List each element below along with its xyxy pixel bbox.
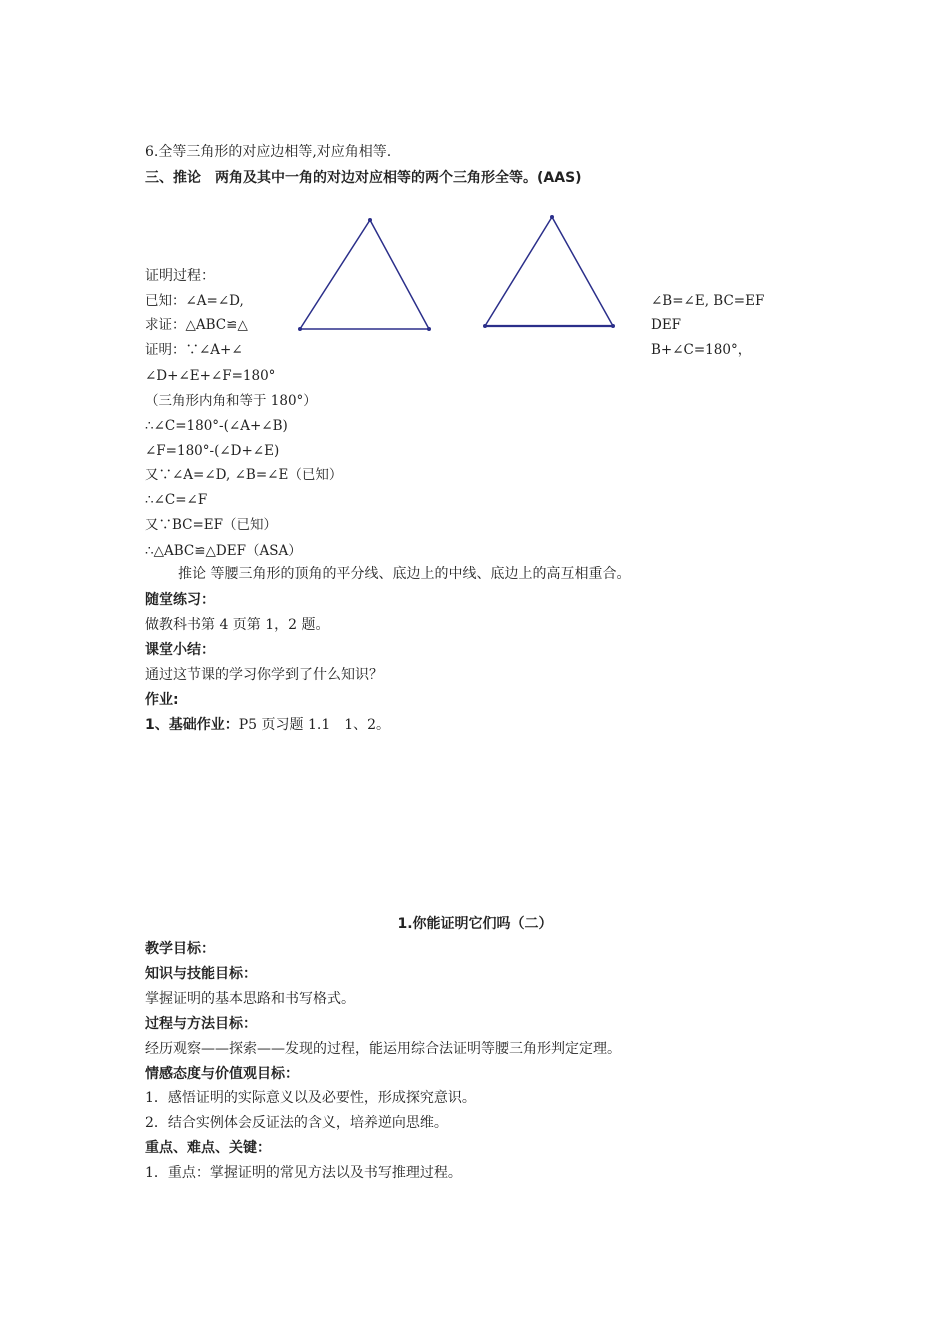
given-left: 已知：∠A=∠D, (145, 293, 244, 309)
attitude-goals-title: 情感态度与价值观目标： (145, 1066, 299, 1082)
knowledge-goals-title: 知识与技能目标： (145, 966, 257, 982)
proof-step-6: ∴∠C=∠F (145, 492, 208, 508)
corollary-text: 推论 等腰三角形的顶角的平分线、底边上的中线、底边上的高互相重合。 (178, 566, 631, 582)
summary-title: 课堂小结： (145, 642, 215, 658)
practice-text: 做教科书第 4 页第 1，2 题。 (145, 617, 330, 633)
homework-line (145, 715, 390, 735)
attitude-goal-1: 1．感悟证明的实际意义以及必要性，形成探究意识。 (145, 1090, 476, 1106)
prove-left: 求证：△ABC≌△ (145, 317, 248, 333)
triangle-abc-figure (298, 218, 431, 331)
prove-right: DEF (651, 317, 682, 333)
proof-process-label: 证明过程： (145, 268, 215, 284)
lesson-heading: 1.你能证明它们吗（二） (397, 916, 553, 932)
proof-step-2: （三角形内角和等于 180°） (145, 393, 317, 409)
section-3-title: 三、推论 两角及其中一角的对边对应相等的两个三角形全等。(AAS) (145, 170, 582, 186)
proof-right: B+∠C=180°， (651, 342, 752, 358)
proof-step-4: ∠F=180°-(∠D+∠E) (145, 443, 280, 459)
theorem-line-6: 6.全等三角形的对应边相等,对应角相等. (145, 144, 392, 160)
homework-title: 作业: (145, 692, 179, 708)
attitude-goal-2: 2．结合实例体会反证法的含义，培养逆向思维。 (145, 1115, 448, 1131)
teaching-goals-title: 教学目标： (145, 941, 215, 957)
key-points-title: 重点、难点、关键： (145, 1140, 271, 1156)
process-goals-title: 过程与方法目标： (145, 1016, 257, 1032)
practice-title: 随堂练习： (145, 592, 215, 608)
proof-left: 证明：∵∠A+∠ (145, 342, 243, 358)
proof-step-3: ∴∠C=180°-(∠A+∠B) (145, 418, 288, 434)
triangle-def-figure (483, 215, 615, 328)
process-goals-text: 经历观察——探索——发现的过程，能运用综合法证明等腰三角形判定定理。 (145, 1041, 621, 1057)
knowledge-goals-text: 掌握证明的基本思路和书写格式。 (145, 991, 355, 1007)
given-right: ∠B=∠E, BC=EF (651, 293, 765, 309)
homework-label: 1、基础作业： (145, 717, 239, 733)
homework-text: P5 页习题 1.1 1、2。 (238, 717, 391, 733)
proof-step-5: 又∵∠A=∠D, ∠B=∠E（已知） (145, 467, 343, 483)
summary-text: 通过这节课的学习你学到了什么知识？ (145, 667, 383, 683)
key-point-1: 1．重点：掌握证明的常见方法以及书写推理过程。 (145, 1165, 462, 1181)
proof-step-7: 又∵BC=EF（已知） (145, 517, 278, 533)
proof-step-1: ∠D+∠E+∠F=180° (145, 368, 276, 384)
proof-step-8: ∴△ABC≌△DEF（ASA） (145, 543, 302, 559)
